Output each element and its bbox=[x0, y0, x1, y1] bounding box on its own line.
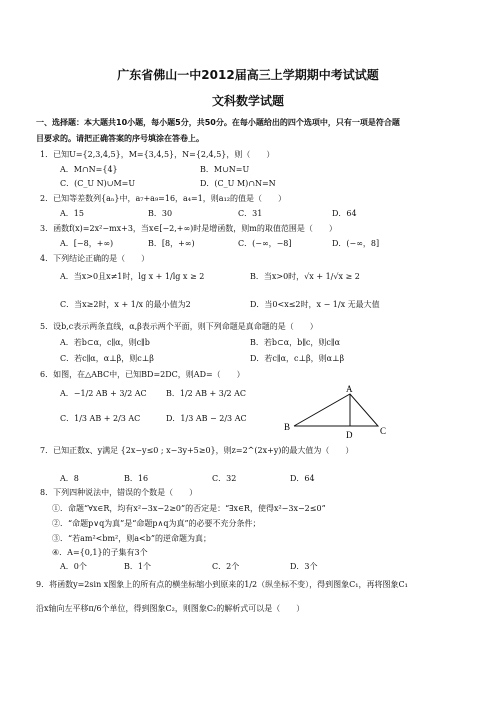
option-a: A．当x>0且x≠1时，lg x + 1/lg x ≥ 2 bbox=[60, 272, 205, 281]
option-d: D．若c∥α，c⊥β，则α⊥β bbox=[250, 354, 345, 363]
option-a: A．8 bbox=[60, 474, 79, 483]
option-a: A．M∩N={4} bbox=[60, 165, 118, 174]
statement-item: ④．A={0,1}的子集有3个 bbox=[52, 548, 148, 557]
option-c: C．1/3 AB + 2/3 AC bbox=[60, 414, 141, 423]
option-a: A．若b⊂α，c∥α，则c∥b bbox=[60, 338, 150, 347]
statement-item: ①．命题“∀x∈R，均有x²−3x−2≥0”的否定是：“∃x∈R，使得x²−3x−2≤0” bbox=[52, 504, 326, 513]
option-c: C．若c∥α，α⊥β，则c⊥β bbox=[60, 354, 154, 363]
section-instructions: 一、选择题：本大题共10小题，每小题5分，共50分。在每小题给出的四个选项中，只有一项是符合题 bbox=[36, 118, 400, 127]
option-c: C．(−∞，−8] bbox=[238, 239, 292, 248]
option-b: B．当x>0时，√x + 1/√x ≥ 2 bbox=[250, 272, 360, 281]
option-a: A．15 bbox=[60, 209, 84, 218]
question-stem: 3．函数f(x)=2x²−mx+3，当x∈[−2,+∞)时是增函数，则m的取值范围是（ ） bbox=[40, 224, 337, 233]
triangle-abc-figure bbox=[280, 384, 390, 440]
option-d: D．1/3 AB − 2/3 AC bbox=[166, 414, 247, 423]
question-stem: 4．下列结论正确的是（ ） bbox=[40, 254, 150, 263]
option-d: D．(C_U M)∩N=N bbox=[200, 179, 276, 188]
option-d: D．64 bbox=[332, 209, 357, 218]
option-b: B．M∪N=U bbox=[200, 165, 250, 174]
statement-item: ③．“若am²<bm²，则a<b”的逆命题为真； bbox=[52, 534, 211, 543]
question-stem-cont: 沿x轴向左平移π/6个单位，得到图象C₂，则图象C₂的解析式可以是（ ） bbox=[36, 604, 305, 613]
option-c: C．当x≥2时，x + 1/x 的最小值为2 bbox=[60, 300, 191, 309]
question-stem: 5．设b,c表示两条直线，α,β表示两个平面，则下列命题是真命题的是（ ） bbox=[40, 322, 318, 331]
option-a: A．[−8，+∞) bbox=[60, 239, 114, 248]
question-stem: 6．如图，在△ABC中，已知BD=2DC，则AD=（ ） bbox=[40, 370, 245, 379]
option-d: D．当0<x≤2时，x − 1/x 无最大值 bbox=[250, 300, 380, 309]
page-subtitle: 文科数学试题 bbox=[211, 94, 284, 108]
option-d: D．(−∞，8] bbox=[332, 239, 380, 248]
vertex-label-d: D bbox=[346, 430, 353, 440]
option-b: B．[8，+∞) bbox=[148, 239, 195, 248]
option-b: B．16 bbox=[124, 474, 149, 483]
option-c: C．32 bbox=[212, 474, 237, 483]
option-c: C．31 bbox=[238, 209, 263, 218]
question-stem: 8．下列四种说法中，错误的个数是（ ） bbox=[40, 488, 198, 497]
option-c: C．2个 bbox=[212, 562, 240, 571]
question-stem: 2．已知等差数列{aₙ}中，a₇+a₉=16，a₄=1，则a₁₂的值是（ ） bbox=[40, 194, 286, 203]
vertex-label-b: B bbox=[284, 422, 291, 432]
option-d: D．64 bbox=[290, 474, 315, 483]
option-a: A．−1/2 AB + 3/2 AC bbox=[60, 389, 147, 398]
vertex-label-a: A bbox=[346, 384, 353, 394]
question-stem: 7．已知正数x、y满足 {2x−y≤0 ; x−3y+5≥0}，则z=2^(2x+y)的最大值为（ ） bbox=[40, 446, 354, 455]
option-b: B．1个 bbox=[124, 562, 151, 571]
question-stem: 1．已知U={2,3,4,5}，M={3,4,5}，N={2,4,5}，则（ ） bbox=[40, 150, 275, 159]
option-d: D．3个 bbox=[290, 562, 318, 571]
option-b: B．30 bbox=[148, 209, 173, 218]
question-stem: 9．将函数y=2sin x图象上的所有点的横坐标缩小到原来的1/2（纵坐标不变），得到图象C₁，再将图象C₁ bbox=[36, 580, 408, 589]
option-b: B．若b⊂α，b∥c，则c∥α bbox=[250, 338, 340, 347]
option-a: A．0个 bbox=[60, 562, 87, 571]
vertex-label-c: C bbox=[380, 426, 387, 436]
option-c: C．(C_U N)∪M=U bbox=[60, 179, 136, 188]
statement-item: ②．“命题p∨q为真”是“命题p∧q为真”的必要不充分条件； bbox=[52, 519, 261, 528]
page-title: 广东省佛山一中2012届高三上学期期中考试试题 bbox=[117, 68, 379, 82]
option-b: B．1/2 AB + 3/2 AC bbox=[166, 389, 247, 398]
section-instructions-cont: 目要求的。请把正确答案的序号填涂在答卷上。 bbox=[36, 134, 204, 143]
